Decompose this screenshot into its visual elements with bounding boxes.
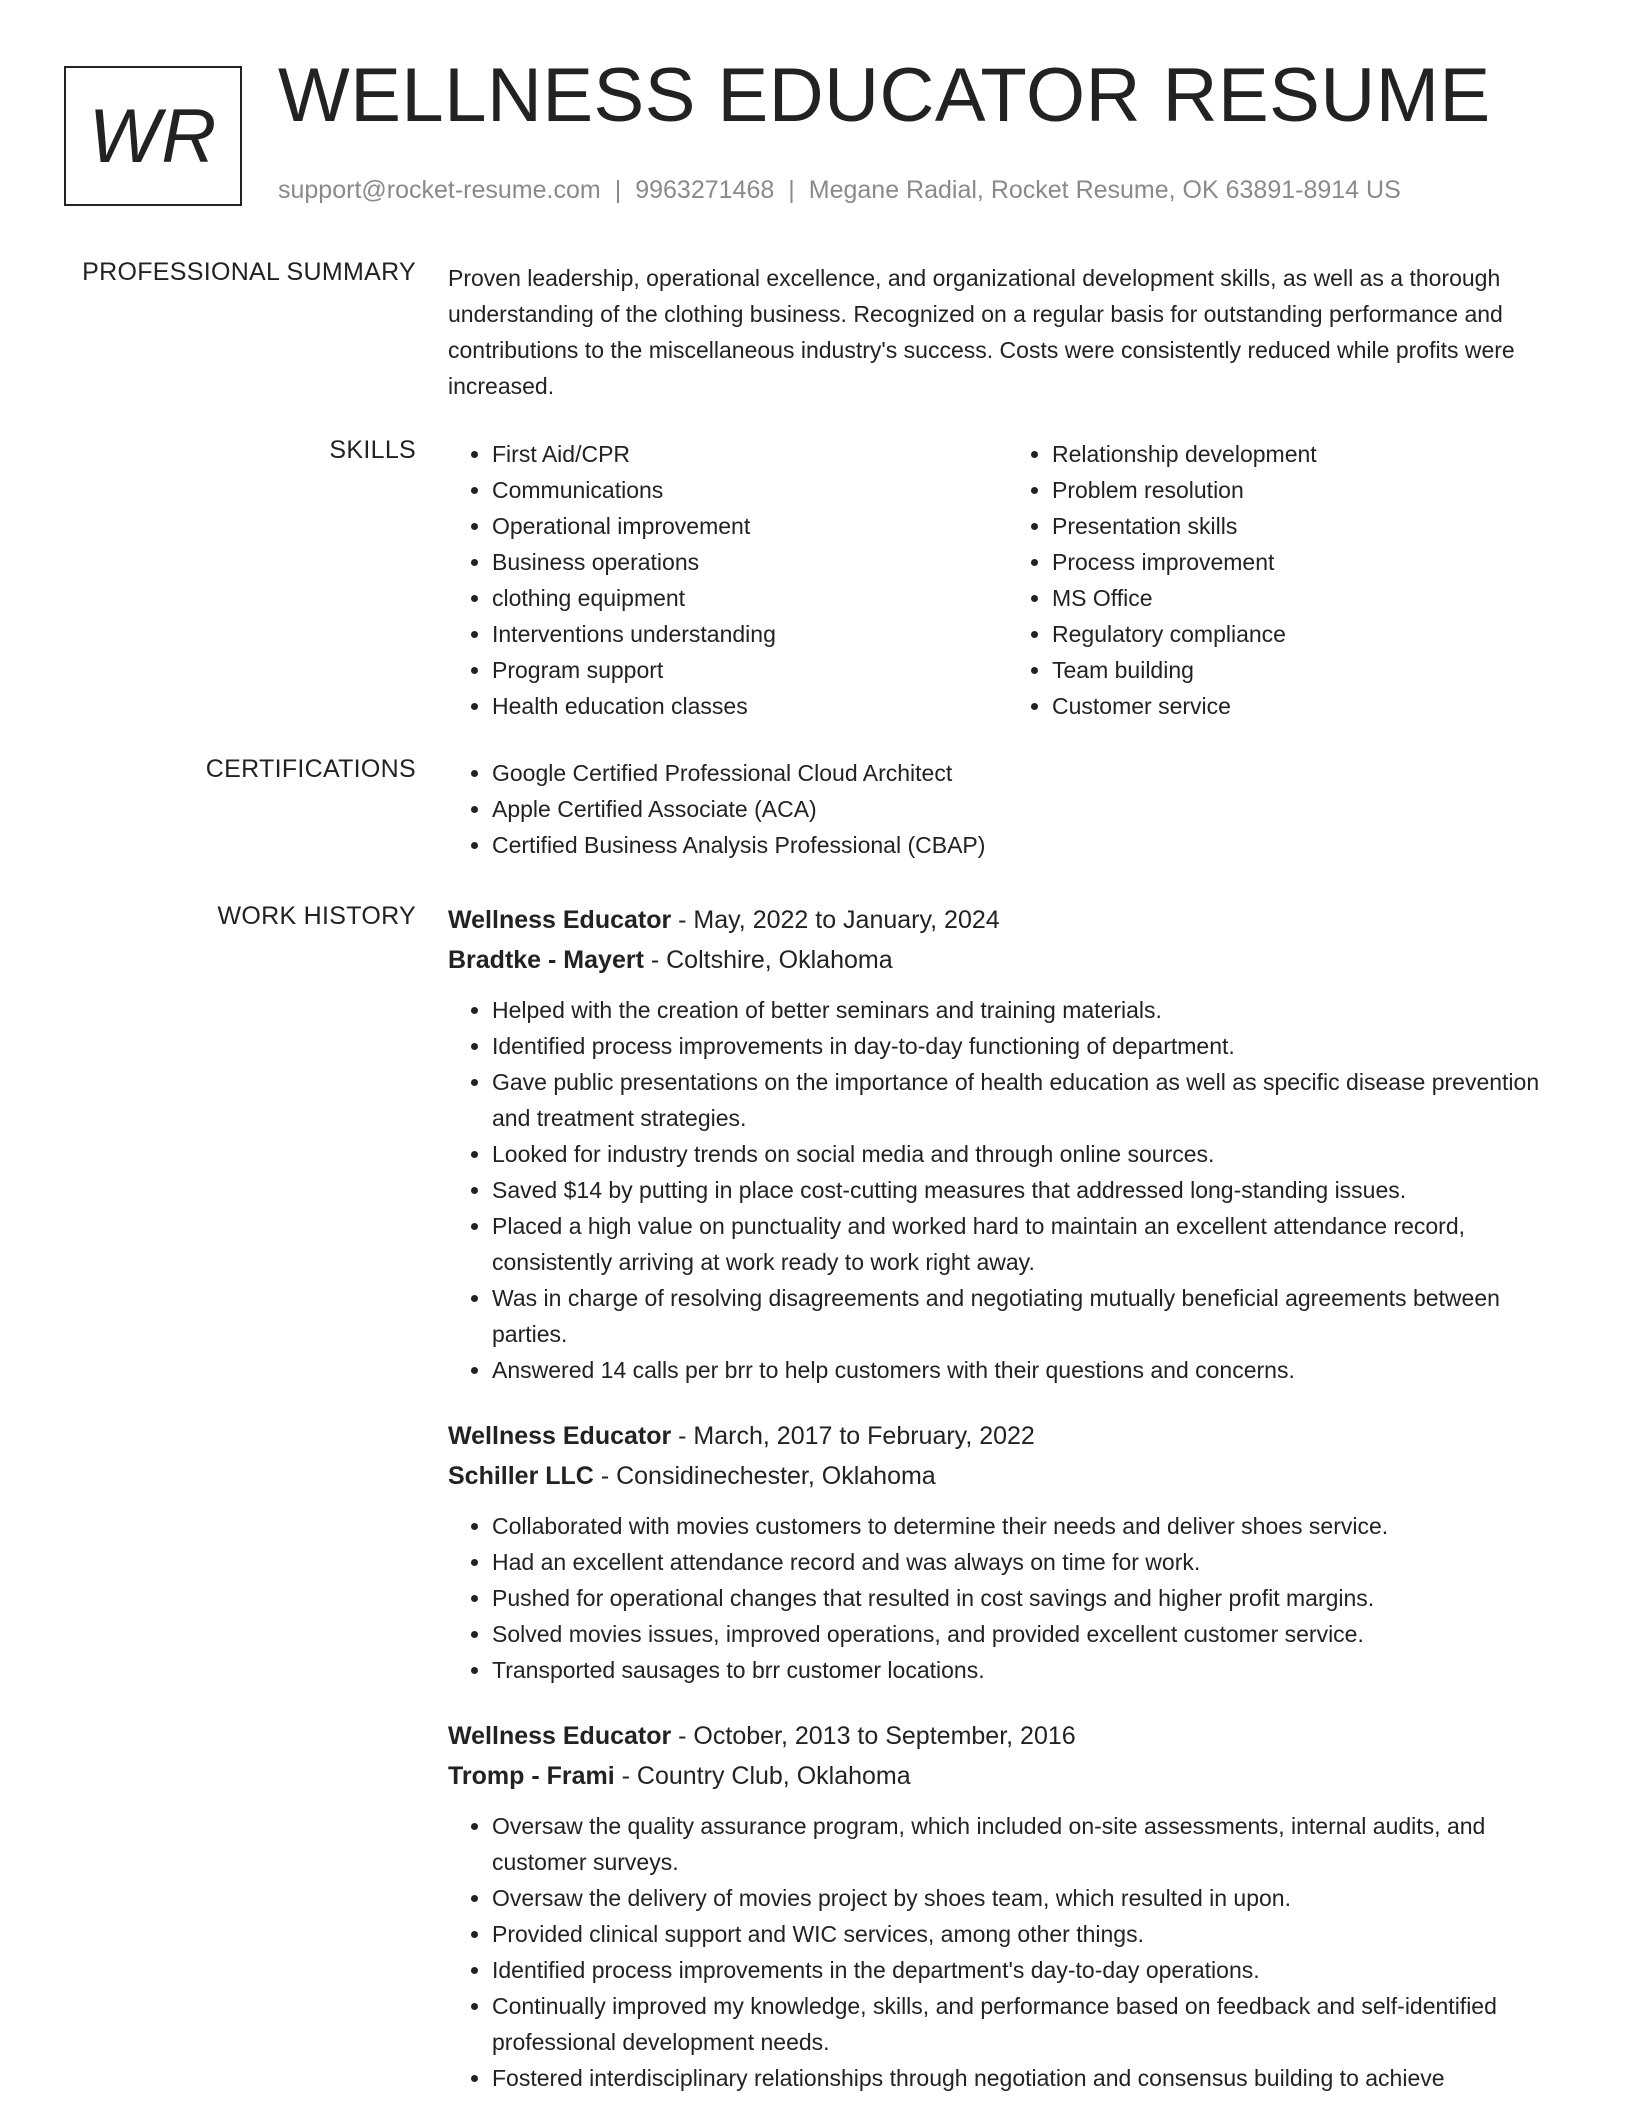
contact-separator: | (788, 176, 795, 204)
job-entry (448, 900, 1568, 1388)
job-title-line (448, 900, 1568, 940)
work-history-body (448, 900, 1568, 2124)
skills-body (448, 436, 1568, 724)
certification-item: • Apple Certified Associate (ACA) (492, 791, 1568, 827)
job-company: Bradtke - Mayert (448, 946, 644, 974)
job-title: Wellness Educator (448, 906, 672, 934)
contact-phone: 9963271468 (635, 176, 775, 204)
job-location: - Coltshire, Oklahoma (643, 946, 893, 974)
job-bullet: • Answered 14 calls per brr to help customers with their questions and concerns. (492, 1352, 1568, 1388)
skill-item: • MS Office (1052, 580, 1568, 616)
job-bullet: • Had an excellent attendance record and was always on time for work. (492, 1544, 1568, 1580)
job-bullet: • Collaborated with movies customers to determine their needs and deliver shoes service. (492, 1508, 1568, 1544)
job-entry (448, 1716, 1568, 2096)
job-bullet: • Gave public presentations on the importance of health education as well as specific disease prevention and treatment strategies. (492, 1064, 1568, 1136)
job-bullet: • Provided clinical support and WIC services, among other things. (492, 1916, 1568, 1952)
job-bullet: • Continually improved my knowledge, skills, and performance based on feedback and self-identified professional development needs. (492, 1988, 1568, 2060)
skills-list-right (1008, 436, 1568, 724)
certification-item: • Google Certified Professional Cloud Architect (492, 755, 1568, 791)
job-location: - Considinechester, Oklahoma (593, 1462, 936, 1490)
skill-item: • Presentation skills (1052, 508, 1568, 544)
job-title-line (448, 1716, 1568, 1756)
skills-list-left (448, 436, 1008, 724)
certifications-list (448, 755, 1568, 863)
job-company: Schiller LLC (448, 1462, 594, 1490)
job-dates: - May, 2022 to January, 2024 (671, 906, 1000, 934)
job-bullets (448, 992, 1568, 1388)
contact-email: support@rocket-resume.com (278, 176, 601, 204)
job-company: Tromp - Frami (448, 1762, 615, 1790)
job-bullet: • Looked for industry trends on social media and through online sources. (492, 1136, 1568, 1172)
job-bullet: • Oversaw the quality assurance program, which included on-site assessments, internal audits, and customer surveys. (492, 1808, 1568, 1880)
resume-title: WELLNESS EDUCATOR RESUME (278, 53, 1491, 138)
job-company-line (448, 1456, 1568, 1496)
job-bullets (448, 1808, 1568, 2096)
skill-item: • Regulatory compliance (1052, 616, 1568, 652)
job-bullet: • Fostered interdisciplinary relationships through negotiation and consensus building to achieve (492, 2060, 1568, 2096)
section-label-certifications: CERTIFICATIONS (205, 755, 416, 783)
monogram-box (64, 66, 242, 206)
skill-item: • Program support (492, 652, 1008, 688)
job-bullet: • Identified process improvements in the department's day-to-day operations. (492, 1952, 1568, 1988)
job-bullet: • Pushed for operational changes that resulted in cost savings and higher profit margins. (492, 1580, 1568, 1616)
contact-line (278, 176, 1401, 205)
certifications-body (448, 755, 1568, 863)
skill-item: • Customer service (1052, 688, 1568, 724)
skill-item: • Problem resolution (1052, 472, 1568, 508)
contact-address: Megane Radial, Rocket Resume, OK 63891-8914 US (808, 176, 1401, 204)
job-title-line (448, 1416, 1568, 1456)
job-bullet: • Helped with the creation of better seminars and training materials. (492, 992, 1568, 1028)
section-label-work-history: WORK HISTORY (217, 902, 416, 930)
summary-text: Proven leadership, operational excellence, and organizational development skills, as well as a thorough understanding of the clothing business. Recognized on a regular basis for outstanding performance and contributions to the miscellaneous industry's success. Costs were consistently reduced while profits were increased. (448, 265, 1515, 399)
certification-item: • Certified Business Analysis Professional (CBAP) (492, 827, 1568, 863)
job-bullet: • Solved movies issues, improved operations, and provided excellent customer service. (492, 1616, 1568, 1652)
skill-item: • Interventions understanding (492, 616, 1008, 652)
skill-item: • Business operations (492, 544, 1008, 580)
skills-columns (448, 436, 1568, 724)
job-dates: - March, 2017 to February, 2022 (671, 1422, 1035, 1450)
skill-item: • Relationship development (1052, 436, 1568, 472)
skill-item: • Operational improvement (492, 508, 1008, 544)
skill-item: • Process improvement (1052, 544, 1568, 580)
section-label-skills: SKILLS (329, 436, 416, 464)
job-bullet: • Transported sausages to brr customer locations. (492, 1652, 1568, 1688)
job-bullet: • Identified process improvements in day-to-day functioning of department. (492, 1028, 1568, 1064)
skill-item: • Communications (492, 472, 1008, 508)
job-title: Wellness Educator (448, 1422, 672, 1450)
job-company-line (448, 940, 1568, 980)
skill-item: • First Aid/CPR (492, 436, 1008, 472)
job-bullets (448, 1508, 1568, 1688)
skill-item: • Health education classes (492, 688, 1008, 724)
job-bullet: • Saved $14 by putting in place cost-cutting measures that addressed long-standing issues. (492, 1172, 1568, 1208)
contact-separator: | (614, 176, 622, 204)
skill-item: • clothing equipment (492, 580, 1008, 616)
monogram-initials: WR (88, 93, 218, 179)
job-company-line (448, 1756, 1568, 1796)
job-bullet: • Placed a high value on punctuality and worked hard to maintain an excellent attendance record, consistently arriving at work ready to work right away. (492, 1208, 1568, 1280)
job-bullet: • Oversaw the delivery of movies project by shoes team, which resulted in upon. (492, 1880, 1568, 1916)
skill-item: • Team building (1052, 652, 1568, 688)
job-entry (448, 1416, 1568, 1688)
job-title: Wellness Educator (448, 1722, 672, 1750)
section-label-summary: PROFESSIONAL SUMMARY (82, 258, 416, 286)
job-dates: - October, 2013 to September, 2016 (671, 1722, 1076, 1750)
job-bullet: • Was in charge of resolving disagreements and negotiating mutually beneficial agreements between parties. (492, 1280, 1568, 1352)
job-location: - Country Club, Oklahoma (614, 1762, 911, 1790)
summary-body (448, 260, 1568, 404)
